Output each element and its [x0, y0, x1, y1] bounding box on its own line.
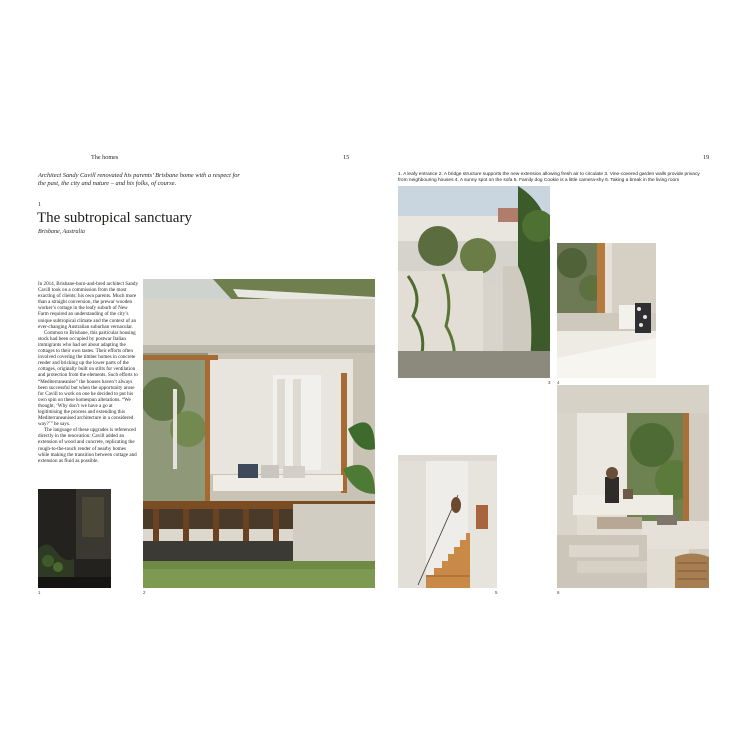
page-number-right: 19: [703, 154, 710, 161]
photo-staircase-dog: [398, 455, 497, 588]
page-number-left: 15: [343, 154, 350, 161]
photo-leafy-entrance: [398, 186, 550, 378]
body-paragraph: In 2014, Brisbane-born-and-bred architect Sandy Cavill took on a commission from the most exacting of clients: his own parents. Much more than a straight conversion, the prewar wooden worker’s cottage in the leafy suburb of New Farm required an understanding of the city’s unique subtropical climate and the context of an ever-changing Australian suburban vernacular.: [38, 281, 139, 330]
intro-standfirst: Architect Sandy Cavill renovated his parents’ Brisbane home with a respect for the past, the city and nature – and his folks, of course.: [38, 172, 240, 188]
body-paragraph: The language of these upgrades is referenced directly in the renovation: Cavill added an extension of wood and concrete, replicating the rough-to-the-touch render of nearby homes while making the transition between cottage and extension as fluid as possible.: [38, 427, 137, 464]
article-title: The subtropical sanctuary: [37, 210, 192, 226]
photo-number: 2: [143, 590, 146, 595]
article-location: Brisbane, Australia: [38, 229, 85, 235]
section-header: The homes: [91, 154, 119, 161]
photo-entrance-dark: [38, 489, 111, 588]
photo-captions: 1. A leafy entrance 2. A bridge structure supports the new extension allowing fresh air to circulate 3. Vine-covered garden walls provide privacy from neighbouring houses 4. A sunny spot on the sofa 5. Family dog Cookie is a little camera-shy 6. Taking a break in the living room: [398, 172, 700, 183]
photo-number: 4: [557, 380, 560, 385]
body-paragraph: Common to Brisbane, this particular housing stock had been occupied by postwar Italian immigrants who had set about adapting the cottages to their own tastes. Their efforts often involved covering the timber homes in concrete render and bricking up the lower parts of the cottages, originally built on stilts for ventilation and protection from the elements. Such efforts to “Mediterraneanise” the houses haven’t always been successful but when the opportunity arose for Cavill to work on one he decided to put his own spin on these homespun alterations. “We thought, ‘Why don’t we have a go at legitimising the process and extending this Mediterraneanised architecture in a considered way?’” he says.: [38, 329, 138, 428]
photo-number: 6: [557, 590, 560, 595]
chapter-number: 1: [38, 202, 41, 208]
photo-number: 1: [38, 590, 41, 595]
photo-living-room: [557, 385, 709, 588]
body-text: [38, 281, 138, 464]
photo-veranda-extension: [143, 279, 375, 588]
photo-number: 3: [548, 380, 551, 385]
photo-sofa-sunny-spot: [557, 243, 656, 378]
photo-number: 5: [495, 590, 498, 595]
